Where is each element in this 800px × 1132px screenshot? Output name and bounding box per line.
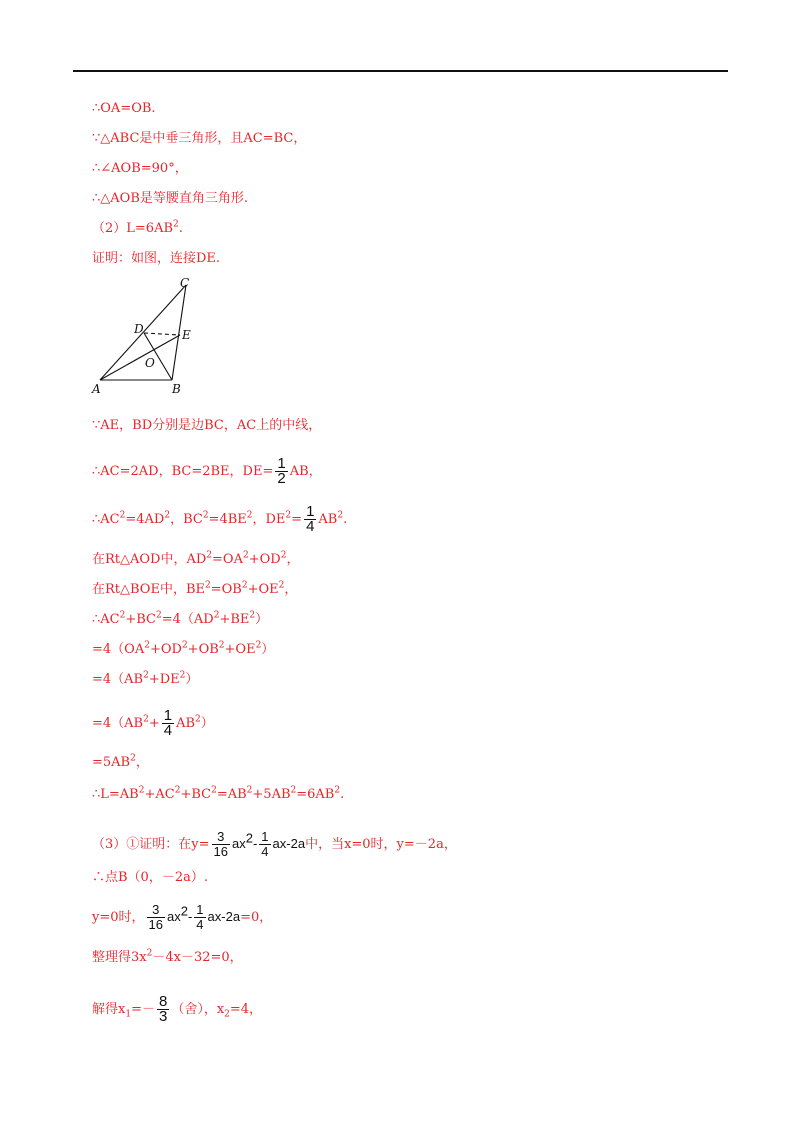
line-21: 整理得$3x^2-4x-32=0$， <box>92 948 243 965</box>
label-C: C <box>180 276 190 290</box>
line-13: $=4(OA^2+OD^2+OB^2+OE^2)$ <box>92 640 275 657</box>
line-15: $=4(AB^2+$ $\frac{1}{4}$ $AB^2$） <box>92 707 214 739</box>
line-12: $\therefore AC^2+BC^2=4(AD^2+BE^2)$ <box>92 610 269 627</box>
line-9: $\therefore AC^2=4AD^2$，$BC^2=4BE^2$，$DE^2=$ $\frac{1}{4}$ $AB^2$. <box>92 503 348 535</box>
header-rule <box>73 70 728 72</box>
fraction-quarter-3: $\frac{1}{4}$ <box>261 829 269 859</box>
fraction-quarter-4: $\frac{1}{4}$ <box>196 902 204 932</box>
fraction-half: $\frac{1}{2}$ <box>277 455 286 487</box>
line-4: ∴△AOB是等腰直角三角形. <box>92 191 249 206</box>
line-11: 在Rt△BOE中，$BE^2=OB^2+OE^2$， <box>92 580 298 597</box>
line-18: （3）①证明：在y= $\frac{3}{16}$ $ax^2-$ $\frac{1}{4}$ ax-2a中，当x=0时，y=－2a， <box>92 829 457 859</box>
label-D: D <box>134 322 144 336</box>
line-19: ∴点B（0，－2a）. <box>92 870 208 885</box>
fraction-quarter-2: $\frac{1}{4}$ <box>163 707 173 739</box>
line-1: ∴OA=OB. <box>92 101 156 116</box>
line-5: $(2)L=6AB^2$. <box>92 219 183 236</box>
line-2: ∵△ABC是中垂三角形，且AC=BC， <box>92 131 307 146</box>
label-B: B <box>172 382 181 396</box>
line-3: ∴∠AOB=90°， <box>92 161 188 176</box>
line-16: $=5AB^2$， <box>92 753 149 770</box>
label-A: A <box>92 382 101 396</box>
fraction-quarter: $\frac{1}{4}$ <box>306 503 315 535</box>
line-22: 解得$x_1=-$ $\frac{8}{3}$ （舍），$x_2=4$， <box>92 993 263 1025</box>
line-20: y=0时， $\frac{3}{16}$ $ax^2-$ $\frac{1}{4}$ ax-2a=0， <box>92 902 273 932</box>
line-7: ∵AE，BD分别是边BC，AC上的中线， <box>92 418 322 433</box>
label-O: O <box>145 356 155 370</box>
line-10: 在Rt△AOD中，$AD^2=OA^2+OD^2$， <box>92 550 300 567</box>
line-8: ∴AC=2AD，BC=2BE，DE= $\frac{1}{2}$ AB， <box>92 455 322 487</box>
line-6: 证明：如图，连接DE. <box>92 251 221 266</box>
label-E: E <box>182 328 191 342</box>
line-17: $\therefore L=AB^2+AC^2+BC^2=AB^2+5AB^2=6AB^2$. <box>92 785 345 802</box>
fraction-three-sixteenths-2: $\frac{3}{16}$ <box>148 902 163 932</box>
triangle-figure <box>88 275 208 400</box>
fraction-eight-thirds: $\frac{8}{3}$ <box>158 993 168 1025</box>
fraction-three-sixteenths: $\frac{3}{16}$ <box>213 829 228 859</box>
line-14: $=4(AB^2+DE^2)$ <box>92 670 199 687</box>
